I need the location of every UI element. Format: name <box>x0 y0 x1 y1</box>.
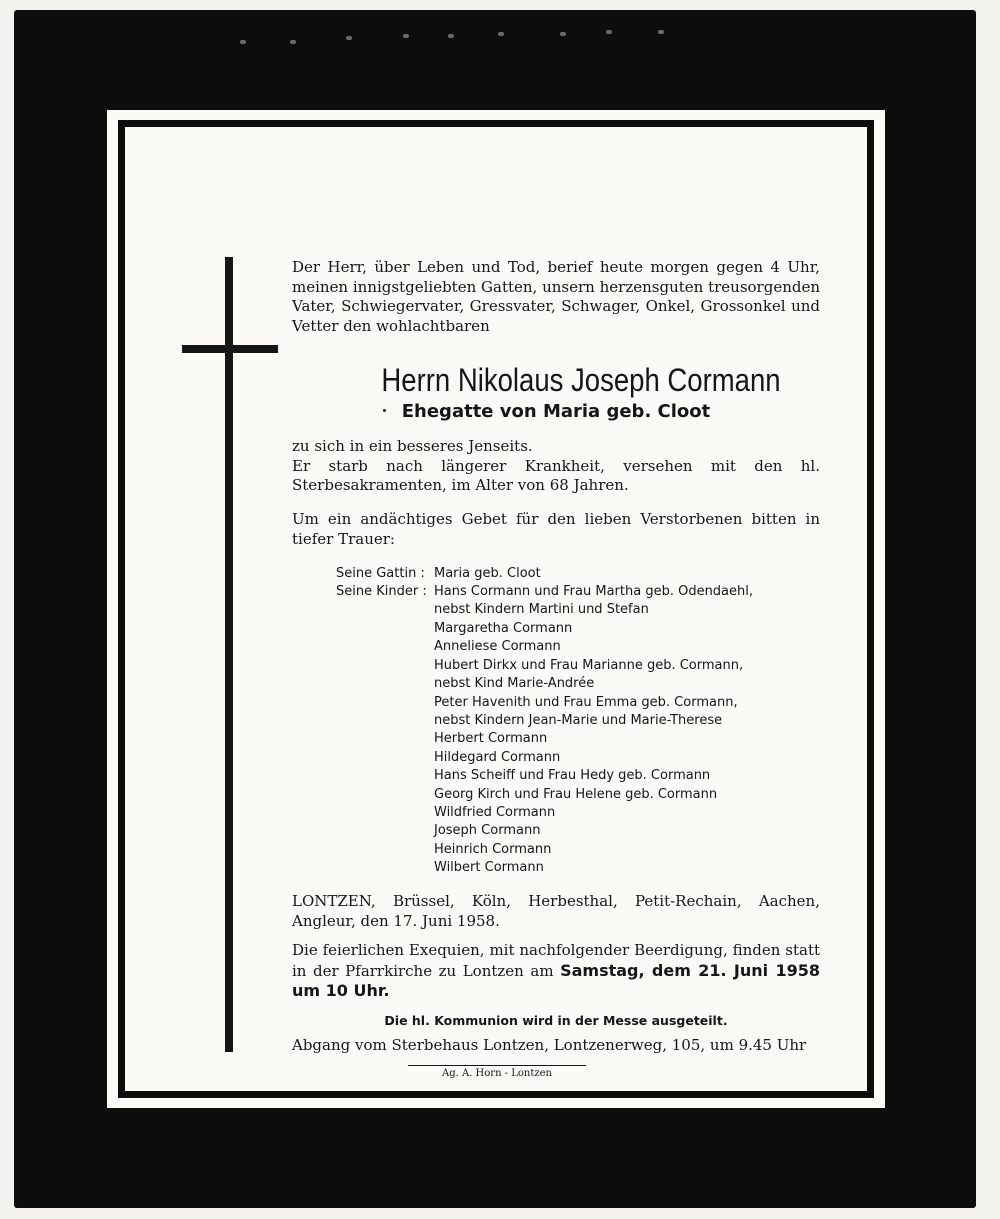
mourner-line: Peter Havenith und Frau Emma geb. Cormann, <box>434 695 738 710</box>
punch-hole-mark <box>448 34 454 38</box>
printer-credit: Ag. A. Horn - Lontzen <box>441 1068 552 1079</box>
punch-hole-mark <box>498 32 504 36</box>
communion-note: Die hl. Kommunion wird in der Messe ausgeteilt. <box>384 1013 728 1028</box>
death-paragraph: zu sich in ein besseres Jenseits. Er starb nach längerer Krankheit, versehen mit den hl. Sterbesakramenten, im Alter von 68 Jahren. <box>292 437 820 494</box>
deceased-name: Herrn Nikolaus Joseph Cormann <box>381 362 781 398</box>
mourner-line: Wilbert Cormann <box>434 860 544 875</box>
punch-hole-mark <box>403 34 409 38</box>
wife-label: Seine Gattin : <box>336 566 425 581</box>
mourner-line: Hubert Dirkx und Frau Marianne geb. Cormann, <box>434 658 744 673</box>
mourner-line: nebst Kindern Jean-Marie und Marie-Therese <box>434 713 723 728</box>
mourner-line: nebst Kindern Martini und Stefan <box>434 602 649 617</box>
mourner-line: nebst Kind Marie-Andrée <box>434 676 595 691</box>
cross-horizontal-bar <box>182 345 278 353</box>
mourner-line: Margaretha Cormann <box>434 621 573 636</box>
punch-hole-mark <box>346 36 352 40</box>
mourner-line: Hildegard Cormann <box>434 750 561 765</box>
places-date-paragraph: LONTZEN, Brüssel, Köln, Herbesthal, Petit-Rechain, Aachen, Angleur, den 17. Juni 1958. <box>292 892 820 930</box>
spouse-line: Ehegatte von Maria geb. Cloot <box>401 401 711 422</box>
mourner-line: Herbert Cormann <box>434 731 548 746</box>
mourner-line: Hans Scheiff und Frau Hedy geb. Cormann <box>434 768 711 783</box>
mourner-line: Georg Kirch und Frau Helene geb. Cormann <box>434 787 718 802</box>
departure-line: Abgang vom Sterbehaus Lontzen, Lontzenerweg, 105, um 9.45 Uhr <box>292 1036 807 1054</box>
punch-hole-mark <box>560 32 566 36</box>
punch-hole-mark <box>658 30 664 34</box>
punch-hole-mark <box>290 40 296 44</box>
funeral-text: Die feierlichen Exequien, mit nachfolgender Beerdigung, finden statt in der Pfarrkirche zu Lontzen am <box>292 941 820 980</box>
mourner-line: Joseph Cormann <box>434 823 541 838</box>
mourner-line: Heinrich Cormann <box>434 842 552 857</box>
punch-hole-mark <box>606 30 612 34</box>
children-label: Seine Kinder : <box>336 584 427 599</box>
funeral-paragraph <box>292 941 820 1002</box>
mourner-line: Anneliese Cormann <box>434 639 561 654</box>
printer-rule <box>408 1065 586 1066</box>
prayer-paragraph: Um ein andächtiges Gebet für den lieben Verstorbenen bitten in tiefer Trauer: <box>292 510 820 548</box>
mourner-line: Wildfried Cormann <box>434 805 556 820</box>
funeral-date: Samstag, dem 21. Juni 1958 um 10 Uhr. <box>292 960 820 1000</box>
punch-hole-mark <box>240 40 246 44</box>
intro-paragraph: Der Herr, über Leben und Tod, berief heute morgen gegen 4 Uhr, meinen innigstgeliebten Gatten, unsern herzensguten treusorgenden Vater, Schwiegervater, Gressvater, Schwager, Onkel, Grossonkel und Vetter den wohlachtbaren <box>292 258 820 335</box>
wife-name: Maria geb. Cloot <box>434 566 541 581</box>
mourner-line: Hans Cormann und Frau Martha geb. Odendaehl, <box>434 584 754 599</box>
cross-vertical-bar <box>225 257 233 1052</box>
